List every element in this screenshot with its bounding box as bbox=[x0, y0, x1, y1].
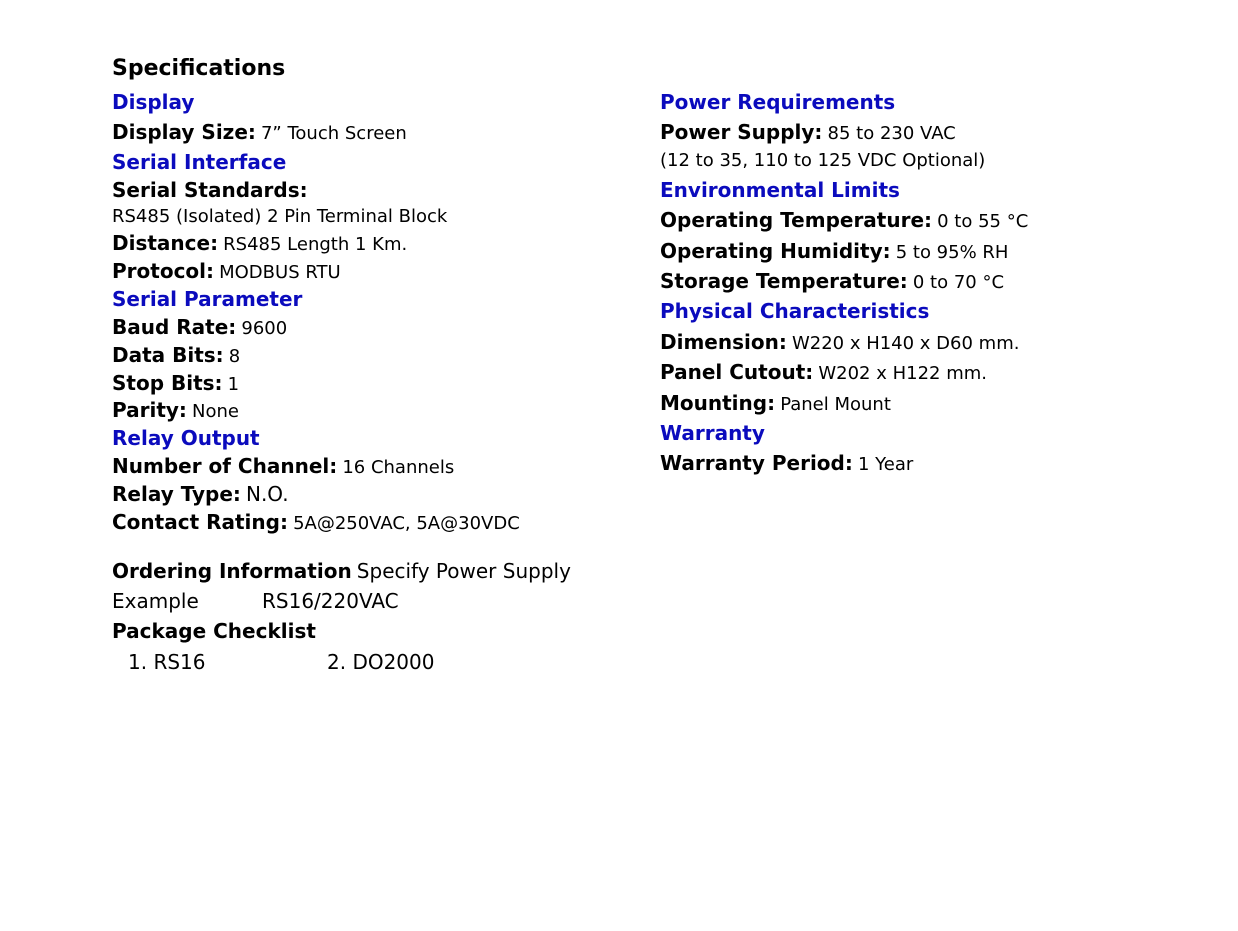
power-supply-value: 85 to 230 VAC bbox=[827, 123, 956, 144]
contact-rating-label: Contact Rating: bbox=[112, 510, 288, 534]
example-value: RS16/220VAC bbox=[262, 589, 399, 613]
data-bits-label: Data Bits: bbox=[112, 343, 224, 367]
data-bits-row bbox=[112, 345, 240, 366]
warranty-period-row bbox=[660, 453, 913, 474]
relay-output-heading: Relay Output bbox=[112, 426, 260, 450]
warranty-period-label: Warranty Period: bbox=[660, 451, 853, 475]
stop-bits-row bbox=[112, 373, 239, 394]
relay-type-label: Relay Type: bbox=[112, 482, 241, 506]
dimension-label: Dimension: bbox=[660, 330, 787, 354]
ordering-label: Ordering Information bbox=[112, 559, 352, 583]
serial-interface-heading: Serial Interface bbox=[112, 150, 287, 174]
mounting-label: Mounting: bbox=[660, 391, 776, 415]
contact-rating-row bbox=[112, 512, 520, 533]
operating-humidity-row bbox=[660, 241, 1008, 262]
protocol-value: MODBUS RTU bbox=[219, 262, 341, 283]
physical-heading: Physical Characteristics bbox=[660, 299, 930, 323]
environment-heading: Environmental Limits bbox=[660, 178, 900, 202]
mounting-value: Panel Mount bbox=[780, 394, 891, 415]
relay-type-value: N.O. bbox=[245, 482, 289, 506]
contact-rating-value: 5A@250VAC, 5A@30VDC bbox=[293, 513, 520, 534]
operating-temperature-row bbox=[660, 210, 1028, 231]
checklist-item: 2. DO2000 bbox=[327, 650, 435, 674]
baud-rate-label: Baud Rate: bbox=[112, 315, 237, 339]
data-bits-value: 8 bbox=[228, 346, 241, 367]
storage-temperature-row bbox=[660, 271, 1004, 292]
operating-temperature-label: Operating Temperature: bbox=[660, 208, 933, 232]
power-supply-note: (12 to 35, 110 to 125 VDC Optional) bbox=[660, 150, 986, 171]
storage-temperature-value: 0 to 70 °C bbox=[912, 272, 1005, 293]
storage-temperature-label: Storage Temperature: bbox=[660, 269, 908, 293]
serial-parameter-heading: Serial Parameter bbox=[112, 287, 303, 311]
stop-bits-value: 1 bbox=[227, 374, 240, 395]
dimension-value: W220 x H140 x D60 mm. bbox=[791, 333, 1020, 354]
checklist-heading: Package Checklist bbox=[112, 619, 316, 643]
baud-rate-row bbox=[112, 317, 287, 338]
protocol-row bbox=[112, 261, 341, 282]
channels-label: Number of Channel: bbox=[112, 454, 338, 478]
channels-row bbox=[112, 456, 454, 477]
checklist-item: 1. RS16 bbox=[128, 650, 206, 674]
protocol-label: Protocol: bbox=[112, 259, 215, 283]
power-supply-label: Power Supply: bbox=[660, 120, 823, 144]
parity-label: Parity: bbox=[112, 398, 187, 422]
panel-cutout-row bbox=[660, 362, 987, 383]
stop-bits-label: Stop Bits: bbox=[112, 371, 223, 395]
page-title: Specifications bbox=[112, 56, 286, 81]
example-label: Example bbox=[112, 589, 199, 613]
warranty-heading: Warranty bbox=[660, 421, 765, 445]
dimension-row bbox=[660, 332, 1019, 353]
operating-humidity-label: Operating Humidity: bbox=[660, 239, 891, 263]
serial-standards-label: Serial Standards: bbox=[112, 178, 308, 202]
panel-cutout-label: Panel Cutout: bbox=[660, 360, 814, 384]
power-supply-row bbox=[660, 122, 956, 143]
display-heading: Display bbox=[112, 90, 195, 114]
parity-row bbox=[112, 400, 239, 421]
display-size-label: Display Size: bbox=[112, 120, 256, 144]
relay-type-row bbox=[112, 484, 289, 504]
display-size-value: 7” Touch Screen bbox=[260, 123, 407, 144]
parity-value: None bbox=[192, 401, 239, 422]
distance-row bbox=[112, 233, 407, 254]
operating-temperature-value: 0 to 55 °C bbox=[937, 211, 1029, 232]
operating-humidity-value: 5 to 95% RH bbox=[895, 242, 1009, 263]
ordering-row bbox=[112, 561, 571, 581]
panel-cutout-value: W202 x H122 mm. bbox=[818, 363, 988, 384]
mounting-row bbox=[660, 393, 891, 414]
channels-value: 16 Channels bbox=[342, 457, 455, 478]
serial-standards-value: RS485 (Isolated) 2 Pin Terminal Block bbox=[112, 206, 448, 227]
warranty-period-value: 1 Year bbox=[857, 454, 914, 475]
baud-rate-value: 9600 bbox=[241, 318, 288, 339]
power-heading: Power Requirements bbox=[660, 90, 896, 114]
distance-label: Distance: bbox=[112, 231, 219, 255]
ordering-text: Specify Power Supply bbox=[356, 559, 571, 583]
distance-value: RS485 Length 1 Km. bbox=[223, 234, 408, 255]
display-size-row bbox=[112, 122, 407, 143]
